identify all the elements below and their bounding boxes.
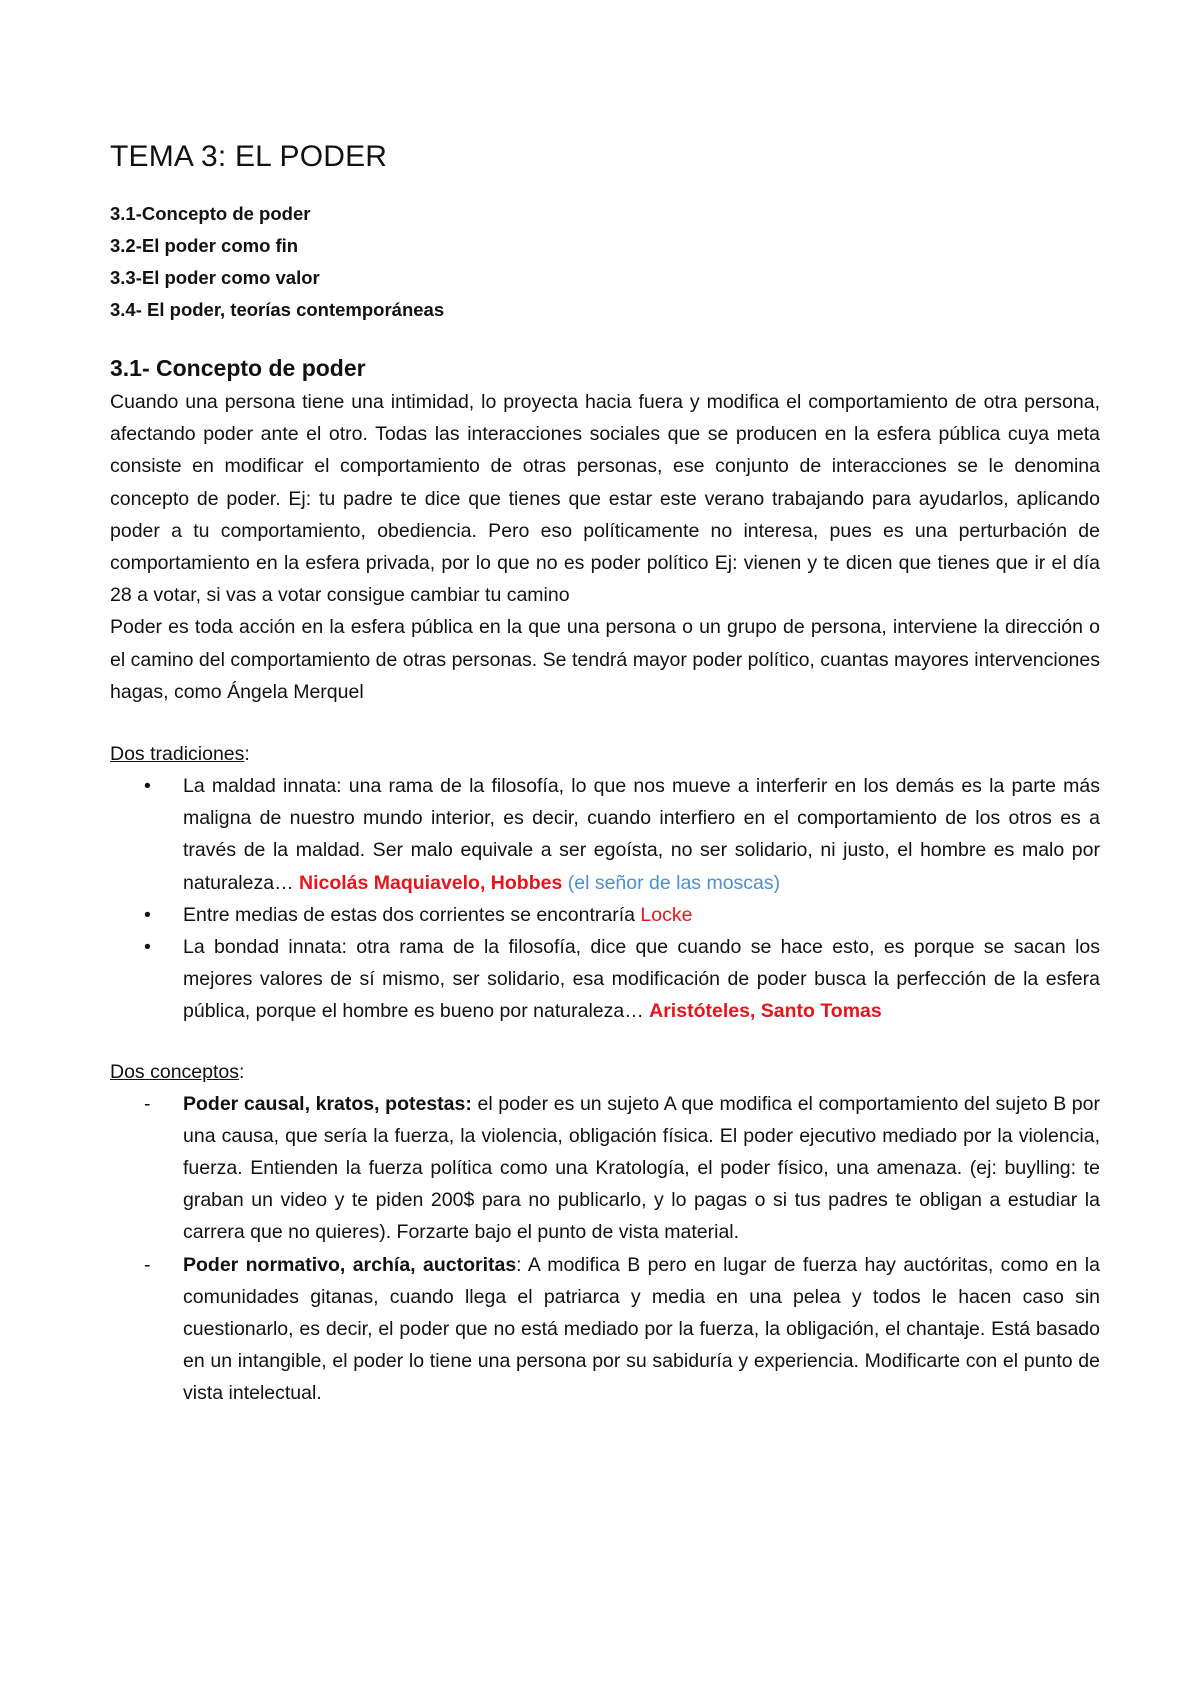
bullet-icon: • bbox=[144, 936, 151, 959]
dash-icon: - bbox=[144, 1092, 151, 1115]
list-item-text: : A modifica B pero en lugar de fuerza hay auctóritas, como en la comunidades gitanas, cuando llega el patriarca y media en una pelea y todos le hacen caso sin cuestionarlo, es decir, el poder que no está mediado por la fuerza, la obligación, el chantaje. Está basado en un intangible, el poder lo tiene una persona por su sabiduría y experiencia. Modificarte con el punto de vista intelectual. bbox=[183, 1253, 1100, 1405]
list-item bbox=[110, 1088, 1100, 1249]
traditions-list bbox=[110, 770, 1100, 1028]
paragraph: Poder es toda acción en la esfera pública en la que una persona o un grupo de persona, interviene la dirección o el camino del comportamiento de otras personas. Se tendrá mayor poder político, cuantas mayores intervenciones hagas, como Ángela Merquel bbox=[110, 616, 1100, 703]
page-title: TEMA 3: EL PODER bbox=[110, 140, 388, 173]
list-item-text: el poder es un sujeto A que modifica el comportamiento del sujeto B por una causa, que sería la fuerza, la violencia, obligación física. El poder ejecutivo mediado por la violencia, fuerza. Entienden la fuerza política como una Kratología, el poder físico, una amenaza. (ej: buylling: te graban un video y te piden 200$ para no publicarlo, y lo pagas o si tus padres te obligan a estudiar la carrera que no quieres). Forzarte bajo el punto de vista material. bbox=[183, 1092, 1100, 1244]
heading-colon: : bbox=[239, 1060, 245, 1083]
traditions-heading bbox=[110, 738, 1100, 770]
authors-highlight: Locke bbox=[640, 903, 693, 926]
note-highlight: (el señor de las moscas) bbox=[567, 871, 781, 894]
traditions-heading-text: Dos tradiciones bbox=[110, 743, 245, 766]
dash-icon: - bbox=[144, 1253, 151, 1276]
concept-term: Poder normativo, archía, auctoritas bbox=[183, 1253, 517, 1276]
spacer bbox=[110, 1028, 1100, 1056]
concepts-list bbox=[110, 1088, 1100, 1410]
document-content bbox=[110, 140, 1100, 1410]
bullet-icon: • bbox=[144, 775, 151, 798]
paragraph: Cuando una persona tiene una intimidad, lo proyecta hacia fuera y modifica el comportamiento de otra persona, afectando poder ante el otro. Todas las interacciones sociales que se producen en la esfera pública cuya meta consiste en modificar el comportamiento de otras personas, ese conjunto de interacciones se le denomina concepto de poder. Ej: tu padre te dice que tienes que estar este verano trabajando para ayudarlos, aplicando poder a tu comportamiento, obediencia. Pero eso políticamente no interesa, pues es una perturbación de comportamiento en la esfera privada, por lo que no es poder político Ej: vienen y te dicen que tienes que ir el día 28 a votar, si vas a votar consigue cambiar tu camino bbox=[110, 391, 1100, 607]
toc-item: 3.3-El poder como valor bbox=[110, 267, 320, 288]
list-item-text: Entre medias de estas dos corrientes se encontraría bbox=[183, 903, 641, 926]
heading-colon: : bbox=[244, 743, 250, 766]
toc-item: 3.2-El poder como fin bbox=[110, 235, 299, 256]
list-item-text: La bondad innata: otra rama de la filosofía, dice que cuando se hace esto, es porque se sacan los mejores valores de sí mismo, ser solidario, esa modificación de poder busca la perfección de la esfera pública, porque el hombre es bueno por naturaleza… bbox=[183, 936, 1100, 1023]
concepts-heading-text: Dos conceptos bbox=[110, 1060, 239, 1083]
bullet-icon: • bbox=[144, 903, 151, 926]
section-heading: 3.1- Concepto de poder bbox=[110, 355, 366, 381]
list-item bbox=[110, 770, 1100, 899]
list-item-text: La maldad innata: una rama de la filosofía, lo que nos mueve a interferir en los demás es la parte más maligna de nuestro mundo interior, es decir, cuando interfiero en el comportamiento de los otros es a través de la maldad. Ser malo equivale a ser egoísta, no ser solidario, ni justo, el hombre es malo por naturaleza… bbox=[183, 775, 1100, 894]
toc-item: 3.1-Concepto de poder bbox=[110, 203, 311, 224]
authors-highlight: Nicolás Maquiavelo, Hobbes bbox=[298, 871, 563, 894]
toc-item: 3.4- El poder, teorías contemporáneas bbox=[110, 299, 445, 320]
table-of-contents bbox=[110, 198, 1100, 326]
concepts-heading bbox=[110, 1056, 1100, 1088]
concept-term: Poder causal, kratos, potestas: bbox=[183, 1092, 472, 1115]
list-item bbox=[110, 1249, 1100, 1410]
authors-highlight: Aristóteles, Santo Tomas bbox=[649, 1000, 882, 1023]
list-item bbox=[110, 899, 1100, 931]
list-item bbox=[110, 931, 1100, 1028]
